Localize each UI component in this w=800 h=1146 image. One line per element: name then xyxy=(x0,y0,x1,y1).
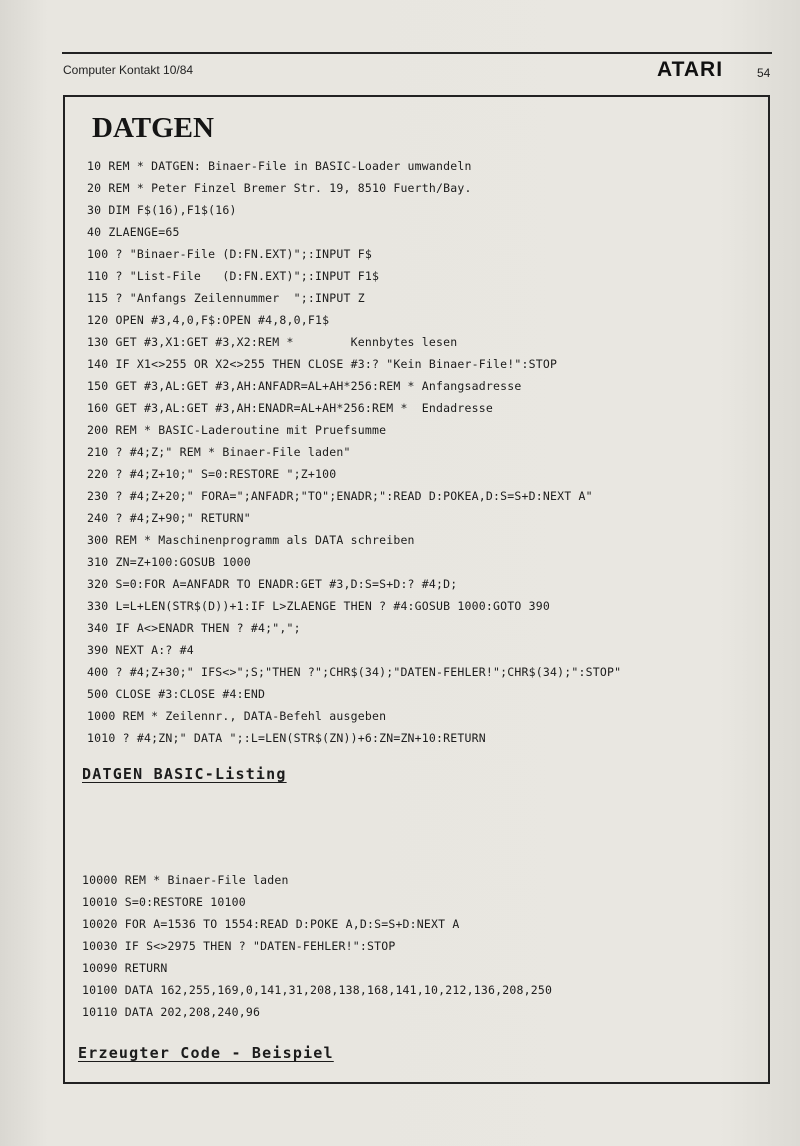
code-line: 110 ? "List-File (D:FN.EXT)";:INPUT F1$ xyxy=(87,269,380,283)
code-line: 200 REM * BASIC-Laderoutine mit Pruefsumme xyxy=(87,423,387,437)
code-line: 230 ? #4;Z+20;" FORA=";ANFADR;"TO";ENADR;":READ D:POKEA,D:S=S+D:NEXT A" xyxy=(87,489,593,503)
brand-logo: ATARI xyxy=(657,58,724,81)
listing-caption: DATGEN BASIC-Listing xyxy=(82,765,287,783)
magazine-issue: Computer Kontakt 10/84 xyxy=(63,63,194,77)
code-line: 340 IF A<>ENADR THEN ? #4;","; xyxy=(87,621,301,635)
code-line: 310 ZN=Z+100:GOSUB 1000 xyxy=(87,555,251,569)
code-line: 160 GET #3,AL:GET #3,AH:ENADR=AL+AH*256:REM * Endadresse xyxy=(87,401,494,415)
code-line: 220 ? #4;Z+10;" S=0:RESTORE ";Z+100 xyxy=(87,467,337,481)
code-line: 140 IF X1<>255 OR X2<>255 THEN CLOSE #3:? "Kein Binaer-File!":STOP xyxy=(87,357,558,371)
code-line: 40 ZLAENGE=65 xyxy=(87,225,180,239)
code-line: 210 ? #4;Z;" REM * Binaer-File laden" xyxy=(87,445,351,459)
code-line: 130 GET #3,X1:GET #3,X2:REM * Kennbytes lesen xyxy=(87,335,458,349)
code-line: 20 REM * Peter Finzel Bremer Str. 19, 8510 Fuerth/Bay. xyxy=(87,181,472,195)
code-line: 10110 DATA 202,208,240,96 xyxy=(82,1005,261,1019)
code-line: 320 S=0:FOR A=ANFADR TO ENADR:GET #3,D:S=S+D:? #4;D; xyxy=(87,577,458,591)
code-line: 30 DIM F$(16),F1$(16) xyxy=(87,203,237,217)
code-line: 115 ? "Anfangs Zeilennummer ";:INPUT Z xyxy=(87,291,365,305)
code-line: 10 REM * DATGEN: Binaer-File in BASIC-Loader umwandeln xyxy=(87,159,472,173)
code-line: 100 ? "Binaer-File (D:FN.EXT)";:INPUT F$ xyxy=(87,247,372,261)
code-line: 10100 DATA 162,255,169,0,141,31,208,138,168,141,10,212,136,208,250 xyxy=(82,983,553,997)
code-line: 10090 RETURN xyxy=(82,961,168,975)
header-rule xyxy=(62,52,772,54)
page-number: 54 xyxy=(757,66,771,80)
code-line: 10030 IF S<>2975 THEN ? "DATEN-FEHLER!":STOP xyxy=(82,939,396,953)
code-line: 150 GET #3,AL:GET #3,AH:ANFADR=AL+AH*256:REM * Anfangsadresse xyxy=(87,379,522,393)
code-line: 390 NEXT A:? #4 xyxy=(87,643,194,657)
code-line: 1000 REM * Zeilennr., DATA-Befehl ausgeben xyxy=(87,709,387,723)
code-line: 1010 ? #4;ZN;" DATA ";:L=LEN(STR$(ZN))+6:ZN=ZN+10:RETURN xyxy=(87,731,486,745)
code-line: 330 L=L+LEN(STR$(D))+1:IF L>ZLAENGE THEN ? #4:GOSUB 1000:GOTO 390 xyxy=(87,599,551,613)
code-line: 10020 FOR A=1536 TO 1554:READ D:POKE A,D:S=S+D:NEXT A xyxy=(82,917,460,931)
article-title: DATGEN xyxy=(92,112,214,144)
code-line: 10000 REM * Binaer-File laden xyxy=(82,873,289,887)
code-line: 120 OPEN #3,4,0,F$:OPEN #4,8,0,F1$ xyxy=(87,313,330,327)
example-caption: Erzeugter Code - Beispiel xyxy=(78,1044,334,1062)
code-line: 400 ? #4;Z+30;" IFS<>";S;"THEN ?";CHR$(34);"DATEN-FEHLER!";CHR$(34);":STOP" xyxy=(87,665,622,679)
code-line: 500 CLOSE #3:CLOSE #4:END xyxy=(87,687,266,701)
code-line: 240 ? #4;Z+90;" RETURN" xyxy=(87,511,251,525)
code-line: 10010 S=0:RESTORE 10100 xyxy=(82,895,246,909)
code-line: 300 REM * Maschinenprogramm als DATA schreiben xyxy=(87,533,415,547)
